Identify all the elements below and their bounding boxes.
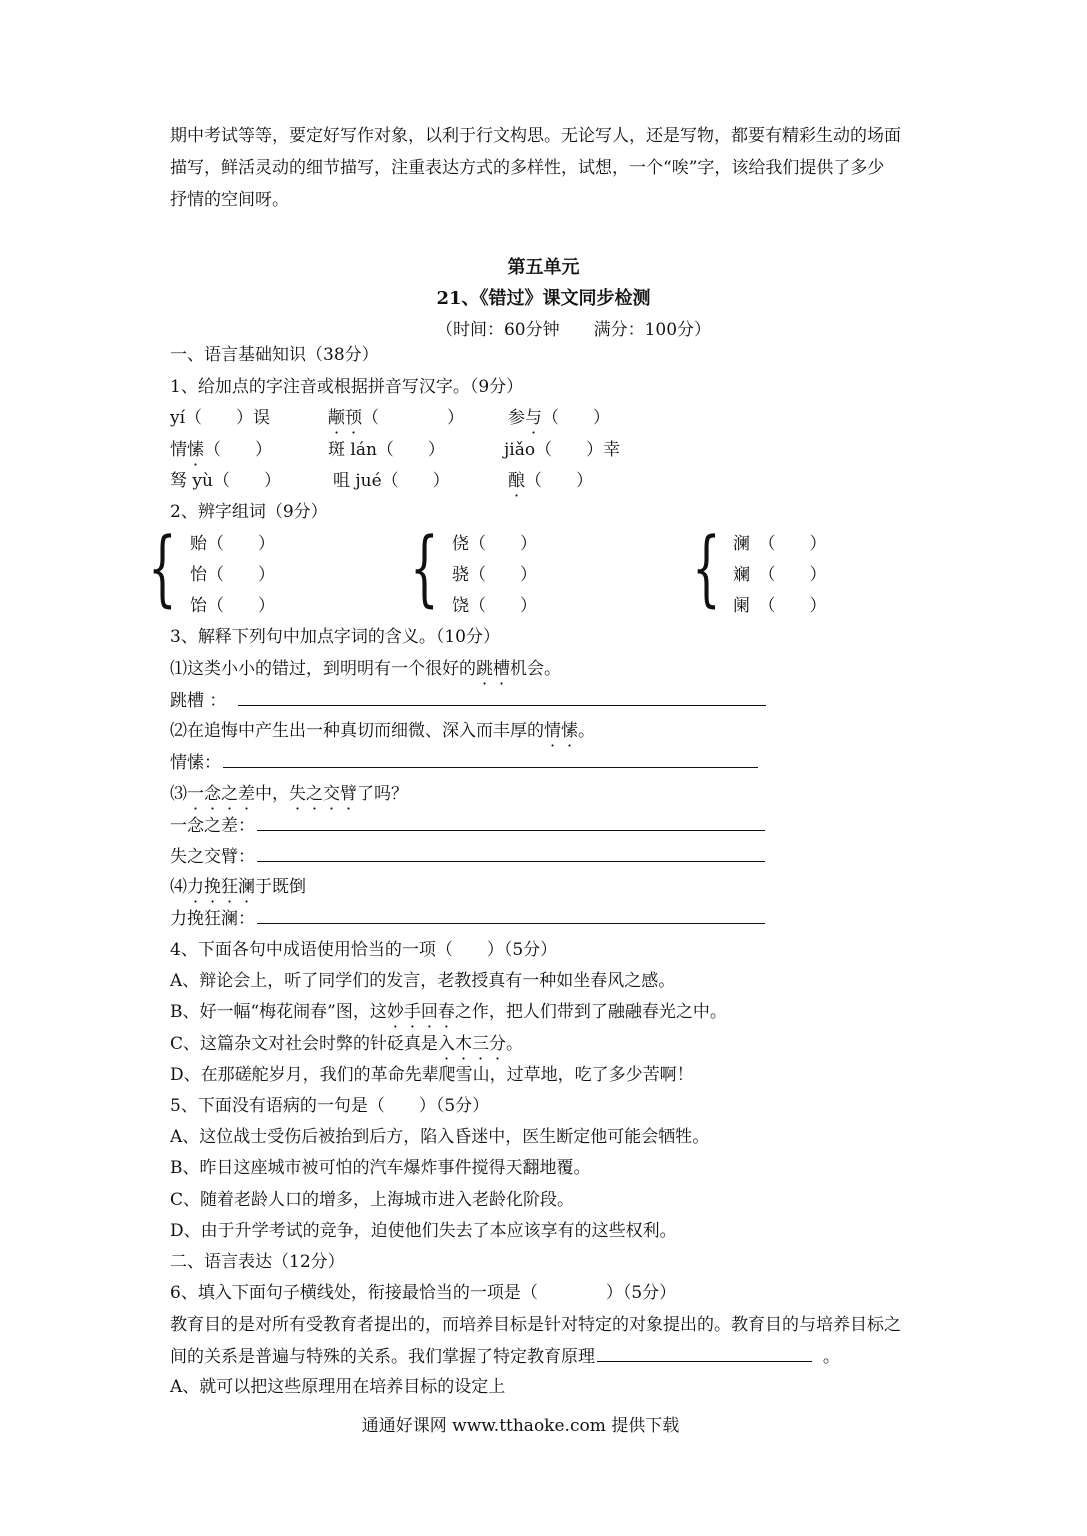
answer-label: 情愫： bbox=[170, 753, 221, 773]
q2-g2-3: 饶（ ） bbox=[452, 596, 537, 616]
q2-g1-1: 贻（ ） bbox=[190, 534, 275, 554]
q1-item-9: 酿（ ） bbox=[508, 471, 593, 491]
answer-blank[interactable] bbox=[238, 690, 766, 706]
q6-paragraph-2-text: 间的关系是普遍与特殊的关系。我们掌握了特定教育原理 bbox=[170, 1347, 595, 1367]
q6-option-a: A、就可以把这些原理用在培养目标的设定上 bbox=[170, 1377, 506, 1397]
q6-paragraph-1: 教育目的是对所有受教育者提出的，而培养目标是针对特定的对象提出的。教育目的与培养目标之 bbox=[170, 1315, 901, 1335]
q1-item-4: 情愫（ ） bbox=[170, 440, 272, 460]
answer-label: 跳槽 ： bbox=[170, 691, 227, 711]
q6-paragraph-2 bbox=[170, 1346, 840, 1367]
intro-line-3: 抒情的空间呀。 bbox=[170, 190, 289, 210]
q3-title: 3、解释下列句中加点字词的含义。（10分） bbox=[170, 627, 500, 647]
answer-blank[interactable] bbox=[257, 815, 765, 831]
q2-g3-1: 澜 （ ） bbox=[733, 534, 827, 554]
brace-icon: { bbox=[410, 521, 439, 616]
q5-option-c: C、随着老龄人口的增多，上海城市进入老龄化阶段。 bbox=[170, 1190, 575, 1210]
q4-title: 4、下面各句中成语使用恰当的一项（ ）（5分） bbox=[170, 940, 558, 960]
answer-label: 失之交臂： bbox=[170, 847, 255, 867]
page-footer: 通通好课网 www.tthaoke.com 提供下载 bbox=[361, 1416, 680, 1436]
q3-answer-4 bbox=[170, 908, 765, 929]
q1-title: 1、给加点的字注音或根据拼音写汉字。（9分） bbox=[170, 377, 524, 397]
q6-paragraph-2-end: 。 bbox=[822, 1347, 840, 1367]
q5-option-b: B、昨日这座城市被可怕的汽车爆炸事件搅得天翻地覆。 bbox=[170, 1158, 591, 1178]
unit-title: 第五单元 bbox=[507, 257, 580, 278]
q5-title: 5、下面没有语病的一句是（ ）（5分） bbox=[170, 1096, 490, 1116]
q3-sentence-3: ⑶一念之差中，失之交臂了吗？ bbox=[170, 784, 408, 804]
q1-item-1: yí（ ）误 bbox=[170, 408, 271, 428]
intro-line-2: 描写，鲜活灵动的细节描写，注重表达方式的多样性，试想，一个“唉”字，该给我们提供了多少 bbox=[170, 158, 885, 178]
q1-item-3: 参与（ ） bbox=[508, 408, 610, 428]
q2-title: 2、辨字组词（9分） bbox=[170, 502, 328, 522]
q3-sentence-4: ⑷力挽狂澜于既倒 bbox=[170, 877, 306, 897]
q1-item-2: 颟顸（ ） bbox=[328, 408, 464, 428]
q1-item-6: jiǎo（ ）幸 bbox=[504, 440, 621, 460]
lesson-title: 21、《错过》课文同步检测 bbox=[436, 288, 651, 309]
intro-line-1: 期中考试等等，要定好写作对象，以利于行文构思。无论写人，还是写物，都要有精彩生动的场面 bbox=[170, 126, 901, 146]
q5-option-d: D、由于升学考试的竞争，迫使他们失去了本应该享有的这些权利。 bbox=[170, 1221, 677, 1241]
q4-option-a: A、辩论会上，听了同学们的发言，老教授真有一种如坐春风之感。 bbox=[170, 971, 676, 991]
q1-item-8: 咀 jué（ ） bbox=[333, 471, 450, 491]
q2-g3-3: 阑 （ ） bbox=[733, 596, 827, 616]
q3-answer-1 bbox=[170, 690, 766, 711]
q3-sentence-1: ⑴这类小小的错过，到明明有一个很好的跳槽机会。 bbox=[170, 659, 561, 679]
q3-sentence-2: ⑵在追悔中产生出一种真切而细微、深入而丰厚的情愫。 bbox=[170, 721, 595, 741]
answer-label: 力挽狂澜： bbox=[170, 909, 255, 929]
section-1-heading: 一、语言基础知识（38分） bbox=[170, 345, 379, 365]
q2-g1-2: 怡（ ） bbox=[190, 565, 275, 585]
answer-blank[interactable] bbox=[223, 752, 758, 768]
q3-answer-3a bbox=[170, 815, 765, 836]
q4-option-c: C、这篇杂文对社会时弊的针砭真是入木三分。 bbox=[170, 1034, 524, 1054]
answer-blank[interactable] bbox=[257, 846, 765, 862]
q4-option-b: B、好一幅“梅花闹春”图，这妙手回春之作，把人们带到了融融春光之中。 bbox=[170, 1002, 727, 1022]
q2-g2-2: 骁（ ） bbox=[452, 565, 537, 585]
section-2-heading: 二、语言表达（12分） bbox=[170, 1252, 345, 1272]
q3-answer-2 bbox=[170, 752, 758, 773]
q2-g3-2: 斓 （ ） bbox=[733, 565, 827, 585]
q1-item-5: 斑 lán（ ） bbox=[328, 440, 445, 460]
q2-g2-1: 侥（ ） bbox=[452, 534, 537, 554]
answer-blank[interactable] bbox=[257, 908, 765, 924]
q6-fill-blank[interactable] bbox=[597, 1346, 812, 1362]
q5-option-a: A、这位战士受伤后被抬到后方，陷入昏迷中，医生断定他可能会牺牲。 bbox=[170, 1127, 710, 1147]
q6-title: 6、填入下面句子横线处，衔接最恰当的一项是（ ）（5分） bbox=[170, 1283, 677, 1303]
q4-option-d: D、在那磋舵岁月，我们的革命先辈爬雪山，过草地，吃了多少苦啊！ bbox=[170, 1065, 694, 1085]
q2-g1-3: 饴（ ） bbox=[190, 596, 275, 616]
brace-icon: { bbox=[692, 521, 721, 616]
time-info: （时间：60分钟 满分：100分） bbox=[435, 320, 712, 340]
q1-item-7: 驽 yù（ ） bbox=[170, 471, 281, 491]
brace-icon: { bbox=[148, 521, 177, 616]
answer-label: 一念之差： bbox=[170, 816, 255, 836]
q3-answer-3b bbox=[170, 846, 765, 867]
